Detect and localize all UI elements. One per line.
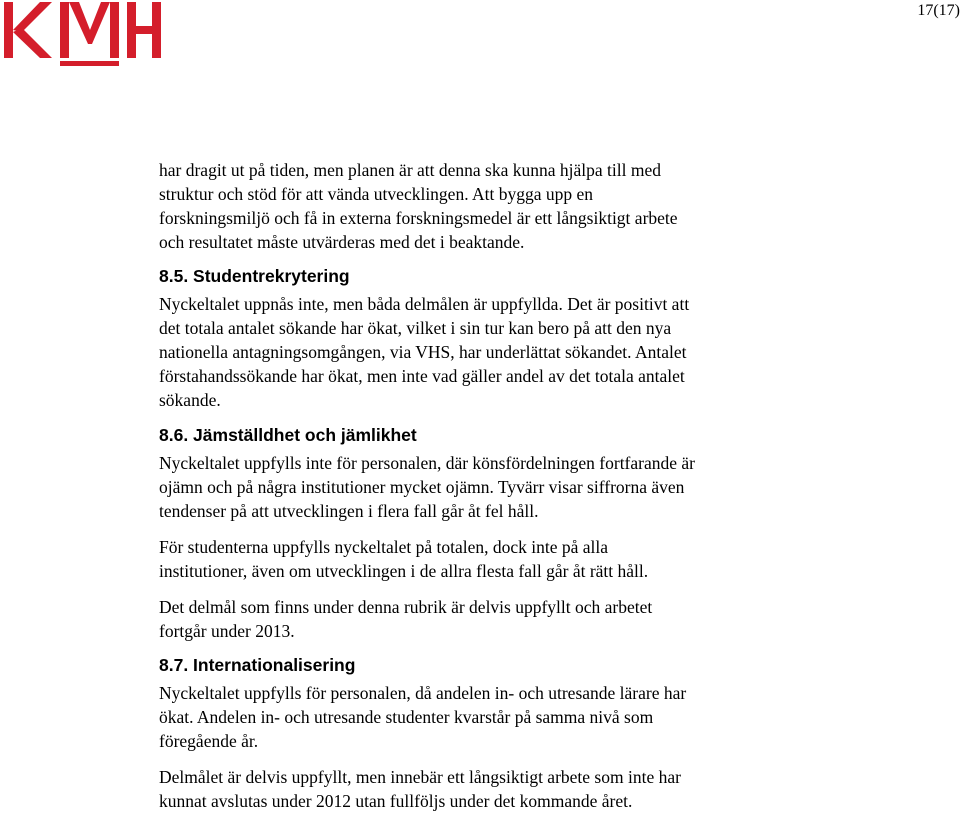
text-line: har dragit ut på tiden, men planen är att denna ska kunna hjälpa till med — [159, 160, 661, 180]
text-line: struktur och stöd för att vända utvecklingen. Att bygga upp en — [159, 184, 594, 204]
section-heading-8-6: 8.6. Jämställdhet och jämlikhet — [159, 425, 417, 445]
text-line: det totala antalet sökande har ökat, vilket i sin tur kan bero på att den nya — [159, 318, 672, 338]
paragraph-8-7-b — [159, 765, 819, 813]
paragraph-8-7-a — [159, 681, 819, 753]
text-line: forskningsmiljö och få in externa forskningsmedel är ett långsiktigt arbete — [159, 208, 678, 228]
text-line: Delmålet är delvis uppfyllt, men innebär ett långsiktigt arbete som inte har — [159, 767, 681, 787]
text-line: kunnat avslutas under 2012 utan fullföljs under det kommande året. — [159, 791, 633, 811]
paragraph-8-6-b — [159, 535, 819, 583]
text-line: Det delmål som finns under denna rubrik är delvis uppfyllt och arbetet — [159, 597, 653, 617]
text-line: föregående år. — [159, 731, 259, 751]
text-line: sökande. — [159, 390, 221, 410]
text-line: tendenser på att utvecklingen i flera fall går åt fel håll. — [159, 501, 539, 521]
paragraph-intro — [159, 158, 819, 254]
text-line: Nyckeltalet uppfylls för personalen, då andelen in- och utresande lärare har — [159, 683, 687, 703]
paragraph-8-6-a — [159, 451, 819, 523]
section-heading-8-7: 8.7. Internationalisering — [159, 655, 356, 675]
section-heading-8-5: 8.5. Studentrekrytering — [159, 266, 350, 286]
text-line: institutioner, även om utvecklingen i de allra flesta fall går åt rätt håll. — [159, 561, 649, 581]
text-line: Nyckeltalet uppnås inte, men båda delmålen är uppfyllda. Det är positivt att — [159, 294, 690, 314]
text-line: och resultatet måste utvärderas med det i beaktande. — [159, 232, 525, 252]
text-line: ökat. Andelen in- och utresande studenter kvarstår på samma nivå som — [159, 707, 654, 727]
page-number: 17(17) — [917, 2, 960, 19]
paragraph-8-5 — [159, 292, 819, 412]
text-line: För studenterna uppfylls nyckeltalet på totalen, dock inte på alla — [159, 537, 609, 557]
paragraph-8-6-c — [159, 595, 819, 643]
kmh-logo — [0, 0, 170, 70]
text-line: förstahandssökande har ökat, men inte vad gäller andel av det totala antalet — [159, 366, 685, 386]
text-line: fortgår under 2013. — [159, 621, 295, 641]
text-line: Nyckeltalet uppfylls inte för personalen, där könsfördelningen fortfarande är — [159, 453, 695, 473]
text-line: nationella antagningsomgången, via VHS, har underlättat sökandet. Antalet — [159, 342, 687, 362]
text-line: ojämn och på några institutioner mycket ojämn. Tyvärr visar siffrorna även — [159, 477, 685, 497]
document-body — [159, 158, 819, 813]
